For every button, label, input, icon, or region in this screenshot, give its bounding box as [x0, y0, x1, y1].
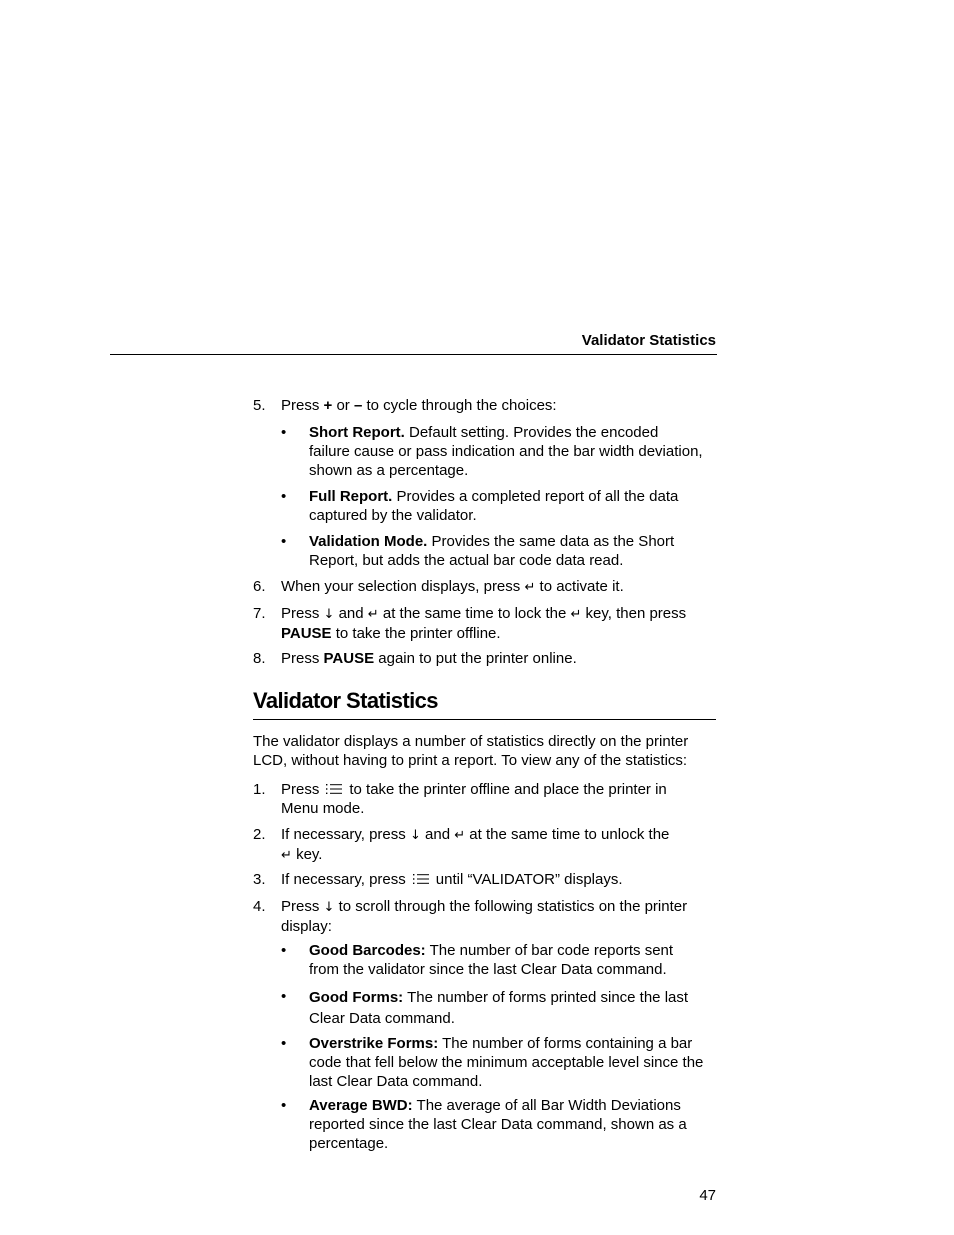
choice-text: failure cause or pass indication and the bar width deviation,: [309, 443, 703, 460]
step-number: 8.: [253, 650, 266, 667]
choice-text: captured by the validator.: [309, 507, 477, 524]
step-number: 5.: [253, 397, 266, 414]
choice-text: Report, but adds the actual bar code data read.: [309, 552, 624, 569]
step-text: to cycle through the choices:: [362, 397, 557, 414]
down-arrow-icon: ↓: [323, 900, 335, 915]
bullet: •: [281, 533, 287, 550]
step-number: 6.: [253, 578, 266, 595]
stat-text: The number of forms printed since the last: [403, 989, 689, 1006]
step-number: 1.: [253, 781, 266, 798]
step-text: If necessary, press: [281, 826, 410, 843]
stat-label: Good Barcodes:: [309, 942, 426, 959]
section-rule: [253, 719, 716, 720]
bullet: •: [281, 1035, 287, 1052]
choice-text: shown as a percentage.: [309, 462, 469, 479]
step-text: until “VALIDATOR” displays.: [435, 871, 623, 888]
step-text: Press: [281, 650, 324, 667]
stat-text: reported since the last Clear Data command, shown as a: [309, 1116, 687, 1133]
stat-text: percentage.: [309, 1135, 389, 1152]
running-head: Validator Statistics: [581, 332, 716, 349]
step-text: at the same time to unlock the: [465, 826, 670, 843]
stat-text: code that fell below the minimum acceptable level since the: [309, 1054, 704, 1071]
stat-text: last Clear Data command.: [309, 1073, 483, 1090]
step-text: and: [334, 605, 368, 622]
enter-icon: ↵: [524, 580, 536, 595]
step-text: Press: [281, 605, 324, 622]
choice-text: Provides a completed report of all the data: [392, 488, 679, 505]
down-arrow-icon: ↓: [323, 607, 335, 622]
stat-text: The number of bar code reports sent: [425, 942, 674, 959]
stat-label: Good Forms:: [309, 989, 404, 1006]
step-text: and: [420, 826, 455, 843]
pause-key: PAUSE: [323, 650, 375, 667]
choice-label: Full Report.: [309, 488, 393, 505]
stat-text: Clear Data command.: [309, 1010, 455, 1027]
menu-icon: [412, 872, 430, 886]
step-text: When your selection displays, press: [281, 578, 525, 595]
enter-icon: ↵: [570, 607, 582, 622]
step-number: 2.: [253, 826, 266, 843]
section-title: Validator Statistics: [253, 688, 438, 713]
step-text: key, then press: [581, 605, 687, 622]
enter-icon: ↵: [367, 607, 379, 622]
step-text: to scroll through the following statistics on the printer: [334, 898, 688, 915]
step-text: to take the printer offline.: [331, 625, 501, 642]
choice-label: Validation Mode.: [309, 533, 428, 550]
stat-text: The number of forms containing a bar: [438, 1035, 693, 1052]
bullet: •: [281, 988, 287, 1005]
stat-text: from the validator since the last Clear Data command.: [309, 961, 667, 978]
step-text: If necessary, press: [281, 871, 406, 888]
pause-key: PAUSE: [281, 625, 332, 642]
step-text: key.: [291, 846, 323, 863]
step-number: 4.: [253, 898, 266, 915]
step-text: or: [332, 397, 354, 414]
step-text: display:: [281, 918, 332, 935]
step-text: Press: [281, 397, 324, 414]
stat-text: The average of all Bar Width Deviations: [412, 1097, 681, 1114]
down-arrow-icon: ↓: [409, 828, 421, 843]
intro-text: The validator displays a number of statistics directly on the printer: [253, 733, 689, 750]
bullet: •: [281, 488, 287, 505]
stat-label: Overstrike Forms:: [309, 1035, 439, 1052]
intro-paragraph: [253, 732, 716, 770]
step-text: to take the printer offline and place the printer in: [349, 781, 667, 798]
intro-text: LCD, without having to print a report. To view any of the statistics:: [253, 752, 688, 769]
enter-icon: ↵: [454, 828, 466, 843]
minus-key: –: [353, 397, 363, 414]
step-text: Menu mode.: [281, 800, 365, 817]
bullet: •: [281, 424, 287, 441]
bullet: •: [281, 942, 287, 959]
header-rule: [110, 354, 717, 355]
enter-icon: ↵: [281, 848, 292, 863]
step-text: Press: [281, 781, 320, 798]
choice-label: Short Report.: [309, 424, 405, 441]
step-text: again to put the printer online.: [374, 650, 577, 667]
bullet: •: [281, 1097, 287, 1114]
step-text: Press: [281, 898, 324, 915]
menu-icon: [325, 782, 343, 796]
step-text: to activate it.: [535, 578, 624, 595]
step-text: at the same time to lock the: [378, 605, 571, 622]
step-number: 3.: [253, 871, 266, 888]
plus-key: +: [323, 397, 333, 414]
step-number: 7.: [253, 605, 266, 622]
choice-text: Default setting. Provides the encoded: [404, 424, 659, 441]
page-number: 47: [699, 1187, 716, 1204]
choice-text: Provides the same data as the Short: [427, 533, 675, 550]
stat-label: Average BWD:: [309, 1097, 413, 1114]
